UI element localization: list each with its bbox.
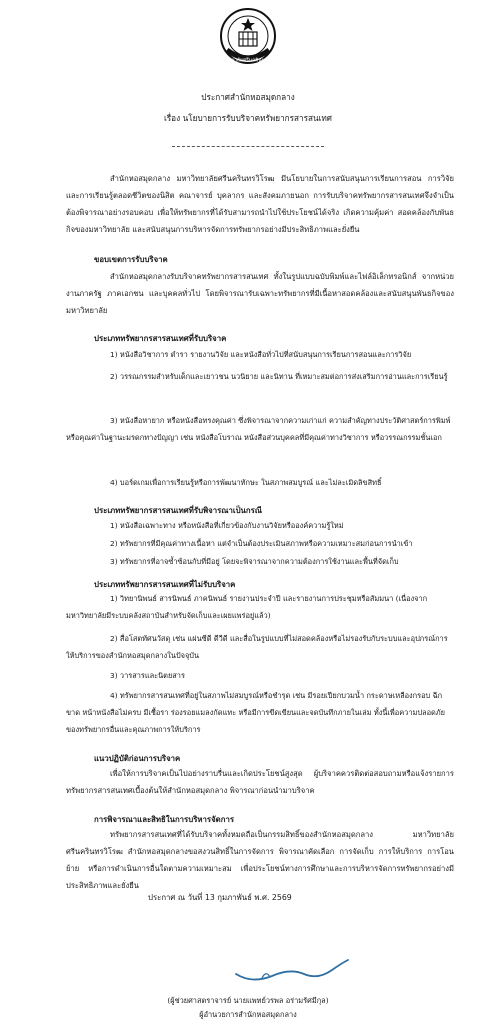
accepted-item: 2) วรรณกรรมสำหรับเด็กและเยาวชน นวนิยาย และนิทาน ที่เหมาะสมต่อการส่งเสริมการอ่านและการเรียนรู้ — [110, 372, 448, 381]
accepted-item: 3) หนังสือหายาก หรือหนังสือทรงคุณค่า ซึ่งพิจารณาจากความเก่าแก่ ความสำคัญทางประวัติศาสตร์การพิมพ์ หรือคุณค่าในฐานะมรดกทางปัญญา เช่น หนังสือโบราณ หนังสือส่วนบุคคลที่มีคุณค่าทางวิชาการ หรือวรรณกรรมชั้นเอก — [66, 416, 451, 442]
conditional-heading: ประเภททรัพยากรสารสนเทศที่รับพิจารณาเป็นกรณี — [94, 506, 263, 515]
accepted-item: 1) หนังสือวิชาการ ตำรา รายงานวิจัย และหนังสือทั่วไปที่สนับสนุนการเรียนการสอนและการวิจัย — [110, 350, 412, 359]
rejected-item: 4) ทรัพยากรสารสนเทศที่อยู่ในสภาพไม่สมบูรณ์หรือชำรุด เช่น มีรอยเปียกบวมน้ำ กระดาษเหลืองกรอบ ฉีกขาด หน้าหนังสือไม่ครบ มีเชื้อรา ร่องรอยแมลงกัดแทะ หรือมีการขีดเขียนและจดบันทึกภายในเล่ม ทั้งนี้เพื่อความปลอดภัยของทรัพยากรอื่นและคุณภาพการให้บริการ — [66, 691, 446, 734]
signer-position: ผู้อำนวยการสำนักหอสมุดกลาง — [199, 1010, 297, 1019]
intro-paragraph: สำนักหอสมุดกลาง มหาวิทยาลัยศรีนครินทรวิโรฒ มีนโยบายในการสนับสนุนการเรียนการสอน การวิจัย และการเรียนรู้ตลอดชีวิตของนิสิต คณาจารย์ บุคลากร และสังคมภายนอก การรับบริจาคทรัพยากรสารสนเทศจึงจำเป็นต้องพิจารณาอย่างรอบคอบ เพื่อให้ทรัพยากรที่ได้รับสามารถนำไปใช้ประโยชน์ได้จริง เกิดความคุ้มค่า สอดคล้องกับพันธกิจของมหาวิทยาลัย และสนับสนุนการบริหารจัดการทรัพยากรอย่างมีประสิทธิภาพและยั่งยืน — [66, 174, 454, 234]
announcement-date: ประกาศ ณ วันที่ 13 กุมภาพันธ์ พ.ศ. 2569 — [148, 893, 292, 902]
rejected-heading: ประเภททรัพยากรสารสนเทศที่ไม่รับบริจาค — [94, 580, 236, 589]
conditional-item: 3) ทรัพยากรที่อาจซ้ำซ้อนกับที่มีอยู่ โดยจะพิจารณาจากความต้องการใช้งานและพื้นที่จัดเก็บ — [110, 557, 399, 566]
rejected-item: 3) วารสารและนิตยสาร — [110, 671, 185, 680]
announcement-title: ประกาศสำนักหอสมุดกลาง — [201, 92, 295, 102]
university-seal-logo — [215, 6, 281, 68]
signer-name: (ผู้ช่วยศาสตราจารย์ นายแพทย์วรพล อร่ามรัศมีกุล) — [167, 996, 329, 1005]
rights-paragraph: ทรัพยากรสารสนเทศที่ได้รับบริจาคทั้งหมดถือเป็นกรรมสิทธิ์ของสำนักหอสมุดกลาง มหาวิทยาลัยศรีนครินทรวิโรฒ สำนักหอสมุดกลางขอสงวนสิทธิ์ในการจัดการ พิจารณาคัดเลือก การจัดเก็บ การให้บริการ การโอนย้าย หรือการดำเนินการอื่นใดตามความเหมาะสม เพื่อประโยชน์ทางการศึกษาและการบริหารจัดการทรัพยากรอย่างมีประสิทธิภาพและยั่งยืน — [66, 830, 454, 890]
announcement-subject: เรื่อง นโยบายการรับบริจาคทรัพยากรสารสนเทศ — [163, 113, 333, 123]
practice-paragraph: เพื่อให้การบริจาคเป็นไปอย่างราบรื่นและเกิดประโยชน์สูงสุด ผู้บริจาคควรติดต่อสอบถามหรือแจ้งรายการทรัพยากรสารสนเทศเบื้องต้นให้สำนักหอสมุดกลาง พิจารณาก่อนนำมาบริจาค — [66, 769, 454, 795]
rights-heading: การพิจารณาและสิทธิในการบริหารจัดการ — [94, 815, 235, 824]
handwritten-signature-image — [232, 958, 352, 984]
rejected-item: 2) สื่อโสตทัศนวัสดุ เช่น แผ่นซีดี ดีวีดี และสื่อในรูปแบบที่ไม่สอดคล้องหรือไม่รองรับกับระบบและอุปกรณ์การให้บริการของสำนักหอสมุดกลางในปัจจุบัน — [66, 634, 448, 660]
accepted-item: 4) บอร์ดเกมเพื่อการเรียนรู้หรือการพัฒนาทักษะ ในสภาพสมบูรณ์ และไม่ละเมิดลิขสิทธิ์ — [110, 478, 382, 487]
svg-text:มหาวิทยาลัยศรีนครินทรวิโรฒ: มหาวิทยาลัยศรีนครินทรวิโรฒ — [215, 57, 281, 64]
practice-heading: แนวปฏิบัติก่อนการบริจาค — [94, 754, 181, 763]
header-divider — [172, 146, 324, 147]
conditional-item: 2) ทรัพยากรที่มีคุณค่าทางเนื้อหา แต่จำเป็นต้องประเมินสภาพหรือความเหมาะสมก่อนการนำเข้า — [110, 539, 413, 548]
scope-paragraph: สำนักหอสมุดกลางรับบริจาคทรัพยากรสารสนเทศ ทั้งในรูปแบบฉบับพิมพ์และไฟล์อิเล็กทรอนิกส์ จากหน่วยงานภาครัฐ ภาคเอกชน และบุคคลทั่วไป โดยพิจารณารับเฉพาะทรัพยากรที่มีเนื้อหาสอดคล้องและสนับสนุนพันธกิจของมหาวิทยาลัย — [66, 272, 454, 315]
conditional-item: 1) หนังสือเฉพาะทาง หรือหนังสือที่เกี่ยวข้องกับงานวิจัยหรือองค์ความรู้ใหม่ — [110, 521, 344, 530]
rejected-item: 1) วิทยานิพนธ์ สารนิพนธ์ ภาคนิพนธ์ รายงานประจำปี และรายงานการประชุมหรือสัมมนา (เนื่องจากมหาวิทยาลัยมีระบบคลังสถาบันสำหรับจัดเก็บและเผยแพร่อยู่แล้ว) — [66, 594, 428, 620]
accepted-heading: ประเภททรัพยากรสารสนเทศที่รับบริจาค — [94, 334, 227, 343]
scope-heading: ขอบเขตการรับบริจาค — [94, 255, 168, 264]
